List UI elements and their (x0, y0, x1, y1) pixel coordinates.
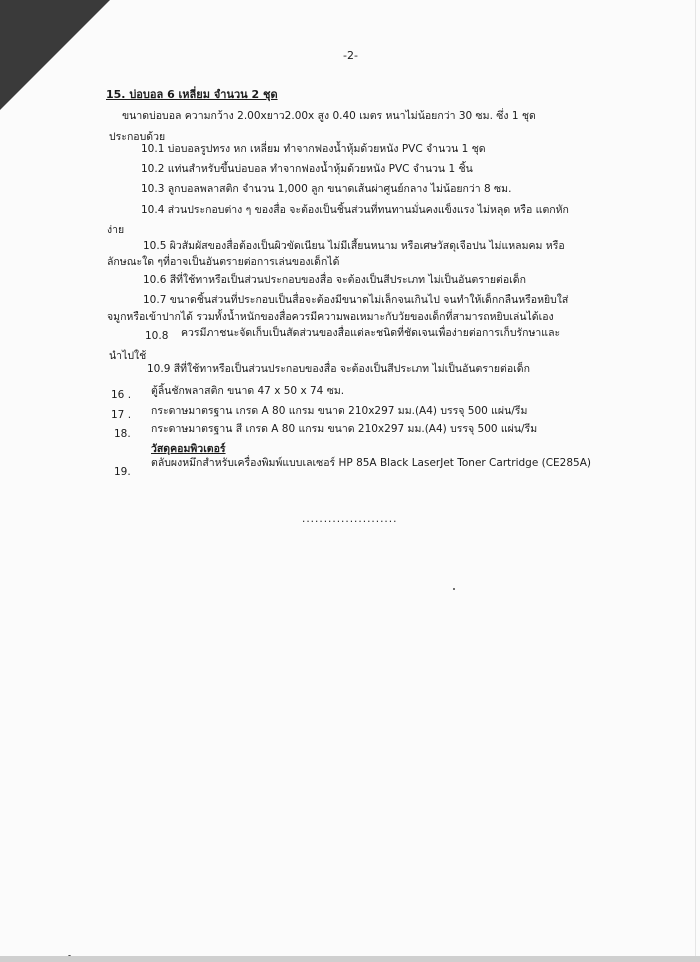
sub-item-10-7-cont: จมูกหรือเข้าปากได้ รวมทั้งน้ำหนักของสื่อควรมีความพอเหมาะกับวัยของเด็กที่สามารถหยิบเล่นได้เอง (107, 311, 554, 323)
sub-item-10-4-cont: ง่าย (107, 224, 125, 236)
sub-item-10-8: ควรมีภาชนะจัดเก็บเป็นสัดส่วนของสื่อแต่ละชนิดที่ชัดเจนเพื่อง่ายต่อการเก็บรักษาและ (181, 327, 561, 339)
item-19-number: 19. (114, 466, 131, 478)
item-18-number: 18. (114, 428, 131, 440)
sub-item-10-5: 10.5 ผิวสัมผัสของสื่อต้องเป็นผิวขัดเนียน ไม่มีเสี้ยนหนาม หรือเศษวัสดุเจือปน ไม่แหลมคม หรือ (143, 240, 565, 252)
section-heading: 15. บ่อบอล 6 เหลี่ยม จำนวน 2 ชุด (106, 88, 278, 101)
sub-item-10-5-cont: ลักษณะใด ๆที่อาจเป็นอันตรายต่อการเล่นของเด็กได้ (107, 256, 340, 268)
sub-item-10-8-number: 10.8 (145, 330, 169, 342)
sub-item-10-7: 10.7 ขนาดชิ้นส่วนที่ประกอบเป็นสื่อจะต้องมีขนาดไม่เล็กจนเกินไป จนทำให้เด็กกลืนหรือหยิบใส่ (143, 294, 569, 306)
sub-item-10-2: 10.2 แท่นสำหรับขึ้นบ่อบอล ทำจากฟองน้ำหุ้มด้วยหนัง PVC จำนวน 1 ชิ้น (141, 163, 473, 175)
sub-item-10-3: 10.3 ลูกบอลพลาสติก จำนวน 1,000 ลูก ขนาดเส้นผ่าศูนย์กลาง ไม่น้อยกว่า 8 ซม. (141, 183, 512, 195)
item-16-text: ตู้ลิ้นชักพลาสติก ขนาด 47 x 50 x 74 ซม. (151, 385, 345, 397)
item-16-number: 16 . (111, 389, 132, 401)
end-dotted-line: ...................... (302, 513, 398, 525)
sub-item-10-9: 10.9 สีที่ใช้ทาหรือเป็นส่วนประกอบของสื่อ จะต้องเป็นสีประเภท ไม่เป็นอันตรายต่อเด็ก (147, 363, 530, 375)
item-19-text: ตลับผงหมึกสำหรับเครื่องพิมพ์แบบเลเซอร์ HP 85A Black LaserJet Toner Cartridge (CE285A) (151, 457, 592, 469)
scan-speck (453, 588, 455, 590)
sub-item-10-6: 10.6 สีที่ใช้ทาหรือเป็นส่วนประกอบของสื่อ จะต้องเป็นสีประเภท ไม่เป็นอันตรายต่อเด็ก (143, 274, 526, 286)
sub-item-10-8-cont: นำไปใช้ (109, 350, 147, 362)
intro-line-2: ประกอบด้วย (109, 131, 166, 143)
item-17-number: 17 . (111, 409, 132, 421)
computer-supplies-heading: วัสดุคอมพิวเตอร์ (151, 443, 226, 455)
item-18-text: กระดาษมาตรฐาน สี เกรด A 80 แกรม ขนาด 210x297 มม.(A4) บรรจุ 500 แผ่น/รีม (151, 423, 538, 435)
sub-item-10-1: 10.1 บ่อบอลรูปทรง หก เหลี่ยม ทำจากฟองน้ำหุ้มด้วยหนัง PVC จำนวน 1 ชุด (141, 143, 486, 155)
item-17-text: กระดาษมาตรฐาน เกรด A 80 แกรม ขนาด 210x297 มม.(A4) บรรจุ 500 แผ่น/รีม (151, 405, 528, 417)
scan-bottom-edge (0, 956, 700, 962)
sub-item-10-4: 10.4 ส่วนประกอบต่าง ๆ ของสื่อ จะต้องเป็นชิ้นส่วนที่ทนทานมั่นคงแข็งแรง ไม่หลุด หรือ แตกหัก (141, 204, 569, 216)
intro-line-1: ขนาดบ่อบอล ความกว้าง 2.00xยาว2.00x สูง 0.40 เมตร หนาไม่น้อยกว่า 30 ซม. ซึ่ง 1 ชุด (122, 110, 536, 122)
page-edge-line (695, 0, 696, 962)
folded-corner (0, 0, 110, 110)
page-number: -2- (343, 49, 358, 62)
